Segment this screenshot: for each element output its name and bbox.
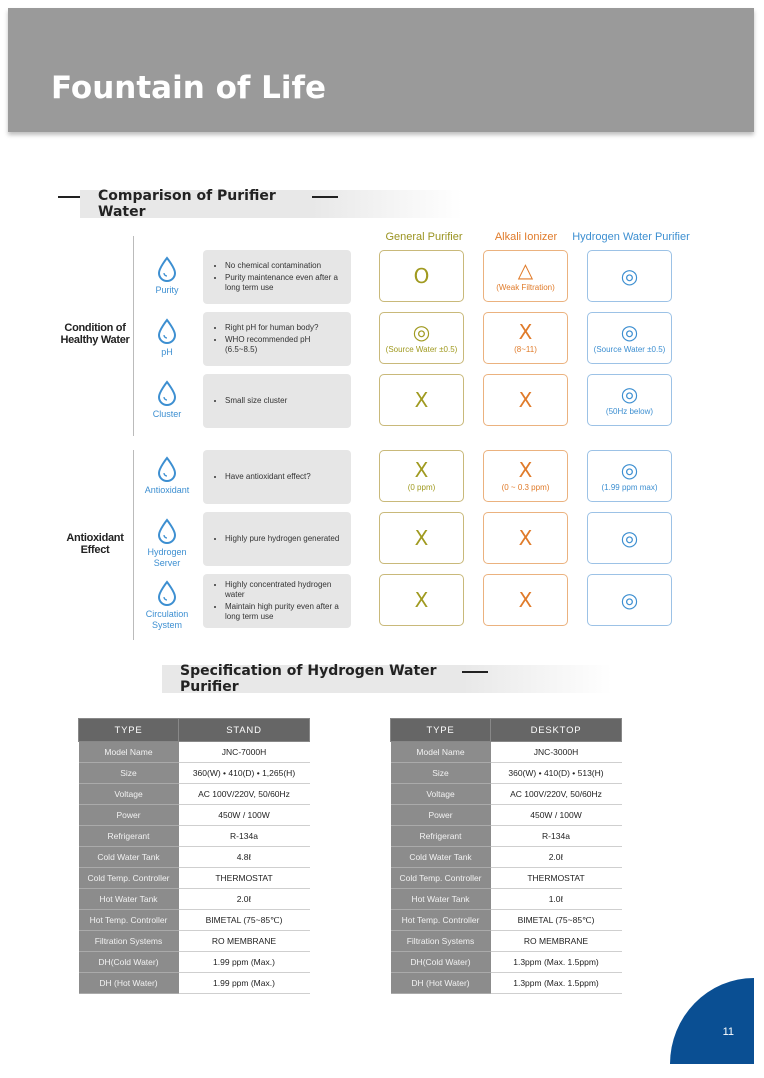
rating-symbol: X — [414, 388, 429, 412]
description-bullet: • Small size cluster — [225, 396, 343, 406]
spec-row — [79, 784, 310, 805]
row-label-text: Antioxidant — [144, 485, 190, 495]
spec-row — [391, 742, 622, 763]
row-label-5 — [138, 580, 196, 631]
water-drop-icon — [156, 580, 178, 606]
cell-hydrogen — [587, 574, 672, 626]
cell-general — [379, 512, 464, 564]
rating-symbol: △ — [517, 258, 534, 282]
spec-key: Cold Water Tank — [79, 847, 179, 868]
spec-value: 450W / 100W — [179, 805, 310, 826]
rating-note: (50Hz below) — [605, 407, 654, 416]
row-description — [203, 512, 351, 566]
spec-value: AC 100V/220V, 50/60Hz — [179, 784, 310, 805]
row-label-2 — [138, 380, 196, 420]
spec-key: Hot Temp. Controller — [79, 910, 179, 931]
cell-alkali — [483, 250, 568, 302]
water-drop-icon — [156, 518, 178, 544]
spec-table-desktop — [390, 718, 622, 994]
spec-value: THERMOSTAT — [179, 868, 310, 889]
row-description — [203, 574, 351, 628]
spec-value: 450W / 100W — [491, 805, 622, 826]
rating-note: (Source Water ±0.5) — [593, 345, 666, 354]
description-bullet: • Have antioxidant effect? — [225, 472, 343, 482]
row-label-text: Hydrogen Server — [147, 547, 187, 568]
row-label-text: Circulation System — [145, 609, 189, 630]
water-drop-icon — [156, 318, 178, 344]
spec-value: THERMOSTAT — [491, 868, 622, 889]
description-bullet: • Purity maintenance even after a long term use — [225, 273, 343, 293]
spec-value: R-134a — [491, 826, 622, 847]
rating-symbol: O — [413, 264, 430, 288]
row-description — [203, 374, 351, 428]
rating-symbol: ◎ — [620, 588, 639, 612]
rating-note: (Source Water ±0.5) — [385, 345, 458, 354]
spec-row — [79, 847, 310, 868]
rating-symbol: ◎ — [620, 382, 639, 406]
spec-value: R-134a — [179, 826, 310, 847]
spec-value: 4.8ℓ — [179, 847, 310, 868]
spec-row — [79, 931, 310, 952]
spec-row — [79, 763, 310, 784]
description-bullet: • Maintain high purity even after a long term use — [225, 602, 343, 622]
banner-fade — [312, 190, 462, 218]
spec-key: Hot Water Tank — [79, 889, 179, 910]
rating-symbol: X — [414, 588, 429, 612]
spec-header-model: DESKTOP — [491, 719, 622, 742]
spec-row — [79, 973, 310, 994]
spec-row — [391, 910, 622, 931]
spec-value: 1.99 ppm (Max.) — [179, 973, 310, 994]
spec-title: Specification of Hydrogen Water Purifier — [162, 665, 462, 693]
spec-row — [391, 826, 622, 847]
water-drop-icon — [156, 256, 178, 282]
page-title: Fountain of Life — [51, 70, 327, 106]
water-drop-icon — [156, 380, 178, 406]
cell-alkali — [483, 450, 568, 502]
rating-symbol: ◎ — [620, 264, 639, 288]
spec-row — [79, 742, 310, 763]
rating-symbol: X — [414, 526, 429, 550]
spec-key: DH (Hot Water) — [391, 973, 491, 994]
cell-hydrogen — [587, 312, 672, 364]
spec-value: BIMETAL (75~85℃) — [179, 910, 310, 931]
comparison-title: Comparison of Purifier Water — [80, 190, 312, 218]
column-general-purifier: General Purifier — [385, 231, 463, 243]
banner-fade — [462, 665, 612, 693]
rating-symbol: ◎ — [412, 320, 431, 344]
spec-key: Cold Temp. Controller — [79, 868, 179, 889]
spec-key: Refrigerant — [391, 826, 491, 847]
column-hydrogen-purifier: Hydrogen Water Purifier — [572, 231, 690, 243]
cell-hydrogen — [587, 450, 672, 502]
rating-note: (0 ~ 0.3 ppm) — [501, 483, 550, 492]
description-bullet: • No chemical contamination — [225, 261, 343, 271]
spec-key: Model Name — [79, 742, 179, 763]
spec-key: DH(Cold Water) — [391, 952, 491, 973]
water-drop-icon — [156, 456, 178, 482]
spec-header-type: TYPE — [391, 719, 491, 742]
spec-key: Filtration Systems — [391, 931, 491, 952]
row-label-text: Purity — [155, 285, 179, 295]
rating-symbol: X — [518, 588, 533, 612]
description-bullet: • Right pH for human body? — [225, 323, 343, 333]
spec-value: 2.0ℓ — [491, 847, 622, 868]
spec-row — [79, 910, 310, 931]
rating-symbol: X — [518, 458, 533, 482]
spec-header-row — [79, 719, 310, 742]
spec-row — [391, 868, 622, 889]
cell-general — [379, 374, 464, 426]
rating-note: (8~11) — [514, 345, 537, 354]
spec-row — [391, 805, 622, 826]
spec-value: 360(W) • 410(D) • 513(H) — [491, 763, 622, 784]
spec-key: Cold Temp. Controller — [391, 868, 491, 889]
spec-key: Power — [391, 805, 491, 826]
banner-rule — [462, 671, 488, 673]
spec-value: 2.0ℓ — [179, 889, 310, 910]
rating-symbol: X — [518, 526, 533, 550]
group-label-healthy-water: Condition of Healthy Water — [60, 322, 130, 346]
spec-row — [391, 889, 622, 910]
spec-key: Hot Water Tank — [391, 889, 491, 910]
page-corner-tab — [670, 978, 754, 1064]
spec-value: RO MEMBRANE — [179, 931, 310, 952]
spec-row — [391, 931, 622, 952]
cell-general — [379, 250, 464, 302]
rating-symbol: X — [414, 458, 429, 482]
spec-key: Cold Water Tank — [391, 847, 491, 868]
cell-general — [379, 450, 464, 502]
spec-row — [79, 868, 310, 889]
spec-table-stand — [78, 718, 310, 994]
spec-header-type: TYPE — [79, 719, 179, 742]
spec-key: Hot Temp. Controller — [391, 910, 491, 931]
cell-alkali — [483, 374, 568, 426]
description-bullet: • Highly pure hydrogen generated — [225, 534, 343, 544]
spec-row — [79, 805, 310, 826]
rating-symbol: ◎ — [620, 526, 639, 550]
cell-alkali — [483, 574, 568, 626]
spec-value: JNC-7000H — [179, 742, 310, 763]
banner-rule — [58, 196, 82, 198]
cell-hydrogen — [587, 512, 672, 564]
rating-symbol: X — [518, 388, 533, 412]
rating-note: (1.99 ppm max) — [601, 483, 658, 492]
spec-key: Voltage — [391, 784, 491, 805]
spec-value: AC 100V/220V, 50/60Hz — [491, 784, 622, 805]
row-description — [203, 312, 351, 366]
banner-rule — [312, 196, 338, 198]
page-header — [8, 8, 754, 132]
group-divider — [133, 236, 134, 436]
spec-row — [391, 973, 622, 994]
spec-row — [79, 889, 310, 910]
cell-hydrogen — [587, 374, 672, 426]
spec-key: Size — [391, 763, 491, 784]
cell-alkali — [483, 312, 568, 364]
group-label-antioxidant: Antioxidant Effect — [66, 532, 124, 556]
spec-key: DH(Cold Water) — [79, 952, 179, 973]
spec-row — [391, 847, 622, 868]
rating-symbol: ◎ — [620, 458, 639, 482]
spec-row — [391, 763, 622, 784]
description-bullet: • Highly concentrated hydrogen water — [225, 580, 343, 600]
spec-key: Size — [79, 763, 179, 784]
spec-value: JNC-3000H — [491, 742, 622, 763]
row-label-0 — [138, 256, 196, 296]
spec-row — [79, 952, 310, 973]
row-description — [203, 250, 351, 304]
row-label-text: Cluster — [152, 409, 182, 419]
cell-hydrogen — [587, 250, 672, 302]
spec-key: DH (Hot Water) — [79, 973, 179, 994]
spec-key: Refrigerant — [79, 826, 179, 847]
column-alkali-ionizer: Alkali Ionizer — [494, 231, 558, 243]
rating-symbol: X — [518, 320, 533, 344]
spec-row — [79, 826, 310, 847]
spec-value: 1.99 ppm (Max.) — [179, 952, 310, 973]
rating-note: (0 ppm) — [407, 483, 436, 492]
cell-alkali — [483, 512, 568, 564]
spec-value: 360(W) • 410(D) • 1,265(H) — [179, 763, 310, 784]
spec-row — [391, 784, 622, 805]
rating-note: (Weak Filtration) — [496, 283, 555, 292]
row-description — [203, 450, 351, 504]
spec-key: Filtration Systems — [79, 931, 179, 952]
page-number: 11 — [722, 1026, 734, 1038]
cell-general — [379, 574, 464, 626]
row-label-4 — [138, 518, 196, 569]
group-divider — [133, 450, 134, 640]
spec-key: Model Name — [391, 742, 491, 763]
spec-value: 1.3ppm (Max. 1.5ppm) — [491, 973, 622, 994]
rating-symbol: ◎ — [620, 320, 639, 344]
spec-value: 1.0ℓ — [491, 889, 622, 910]
spec-key: Power — [79, 805, 179, 826]
spec-value: 1.3ppm (Max. 1.5ppm) — [491, 952, 622, 973]
row-label-3 — [138, 456, 196, 496]
spec-header-row — [391, 719, 622, 742]
spec-value: BIMETAL (75~85℃) — [491, 910, 622, 931]
spec-row — [391, 952, 622, 973]
spec-header-model: STAND — [179, 719, 310, 742]
row-label-text: pH — [161, 347, 173, 357]
description-bullet: • WHO recommended pH (6.5~8.5) — [225, 335, 343, 355]
cell-general — [379, 312, 464, 364]
row-label-1 — [138, 318, 196, 358]
spec-value: RO MEMBRANE — [491, 931, 622, 952]
spec-key: Voltage — [79, 784, 179, 805]
